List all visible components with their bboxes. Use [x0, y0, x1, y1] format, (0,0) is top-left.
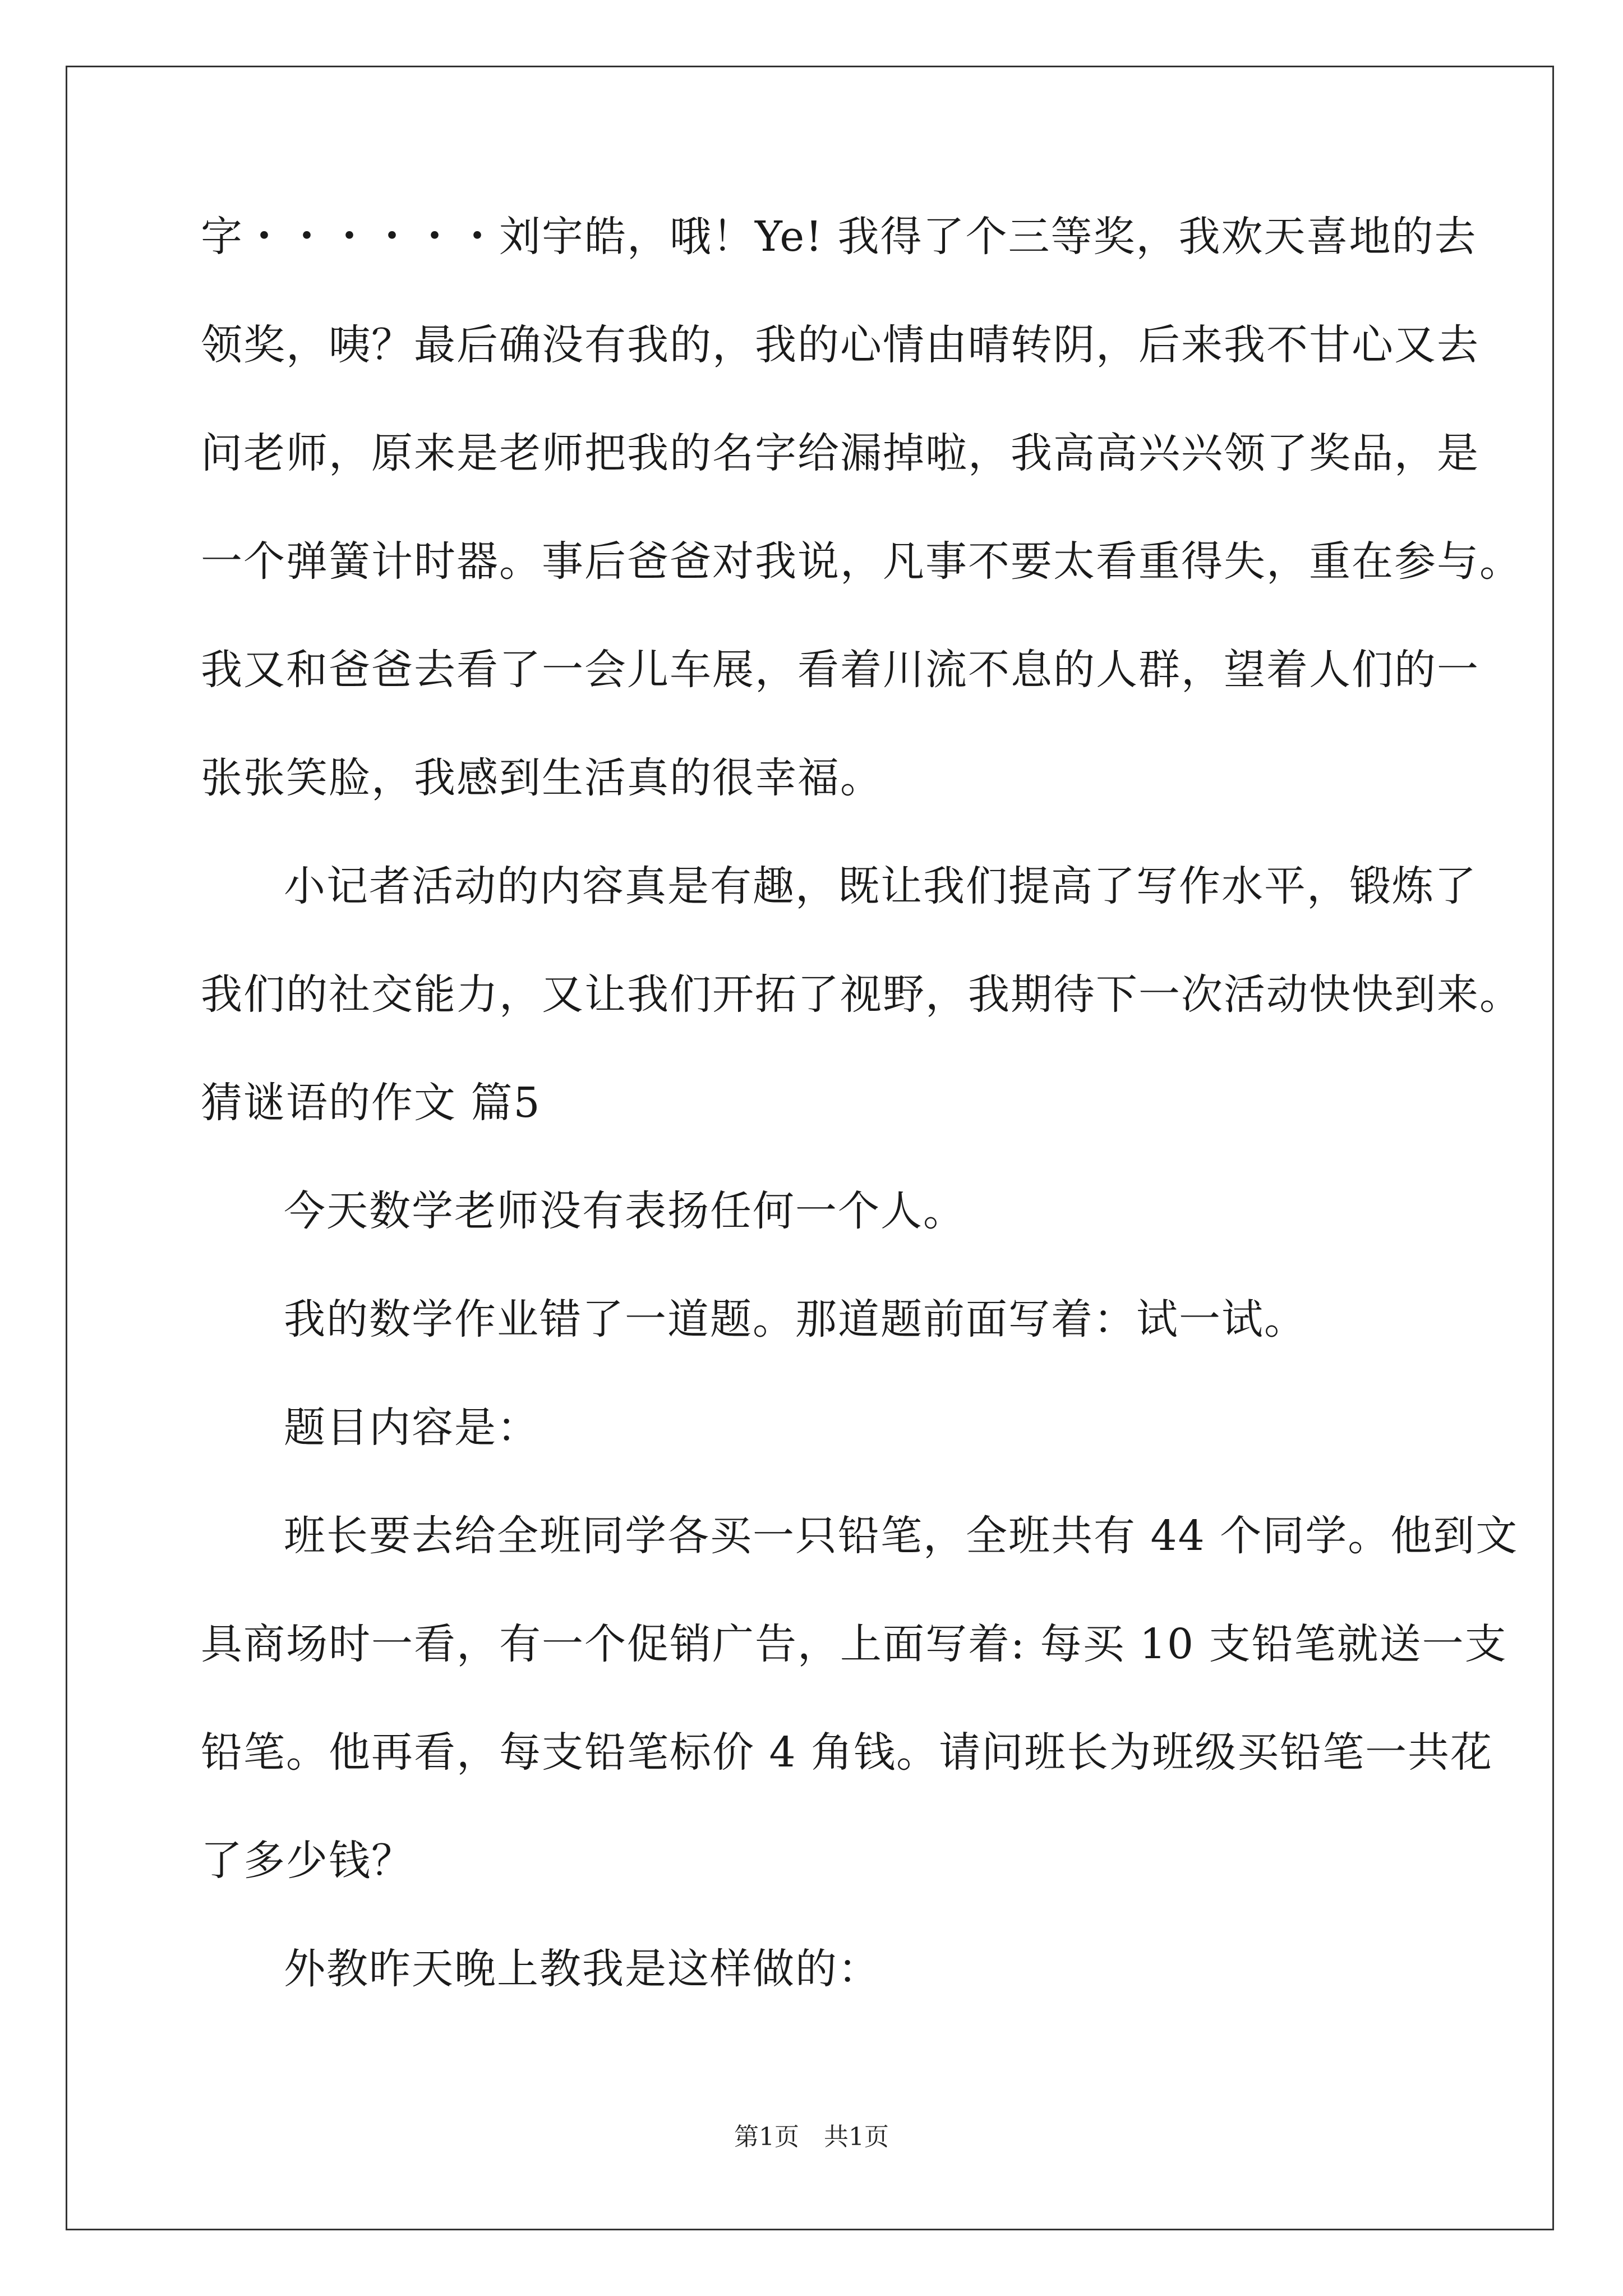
section-heading: 猜谜语的作文 篇5 — [201, 1079, 541, 1127]
paragraph-start-line: 今天数学老师没有表扬任何一个人。 — [284, 1187, 966, 1235]
text-line: 具商场时一看，有一个促销广告，上面写着: 每买 10 支铅笔就送一支 — [201, 1620, 1507, 1668]
paragraph-start-line: 题目内容是： — [284, 1404, 540, 1452]
text-line: 我们的社交能力，又让我们开拓了视野，我期待下一次活动快快到来。 — [201, 970, 1522, 1019]
text-line: 一个弹簧计时器。事后爸爸对我说，凡事不要太看重得失，重在参与。 — [201, 537, 1522, 586]
page-frame — [66, 66, 1554, 2230]
text-line: 问老师，原来是老师把我的名字给漏掉啦，我高高兴兴领了奖品，是 — [201, 429, 1479, 477]
paragraph-start-line: 我的数学作业错了一道题。那道题前面写着：试一试。 — [284, 1295, 1307, 1343]
text-line: 铅笔。他再看，每支铅笔标价 4 角钱。请问班长为班级买铅笔一共花 — [201, 1728, 1493, 1777]
paragraph-start-line: 小记者活动的内容真是有趣，既让我们提高了写作水平，锻炼了 — [284, 862, 1477, 910]
text-line: 字・・・・・・刘宇皓，哦！Ye! 我得了个三等奖，我欢天喜地的去 — [201, 213, 1477, 261]
text-line: 了多少钱？ — [201, 1837, 414, 1885]
text-line: 张张笑脸，我感到生活真的很幸福。 — [201, 754, 883, 802]
paragraph-start-line: 班长要去给全班同学各买一只铅笔，全班共有 44 个同学。他到文 — [284, 1512, 1519, 1560]
paragraph-start-line: 外教昨天晚上教我是这样做的： — [284, 1945, 880, 1993]
page-footer: 第1页 共1页 — [734, 2123, 889, 2151]
text-line: 领奖，咦？最后确没有我的，我的心情由晴转阴，后来我不甘心又去 — [201, 321, 1479, 369]
text-line: 我又和爸爸去看了一会儿车展，看着川流不息的人群，望着人们的一 — [201, 646, 1479, 694]
